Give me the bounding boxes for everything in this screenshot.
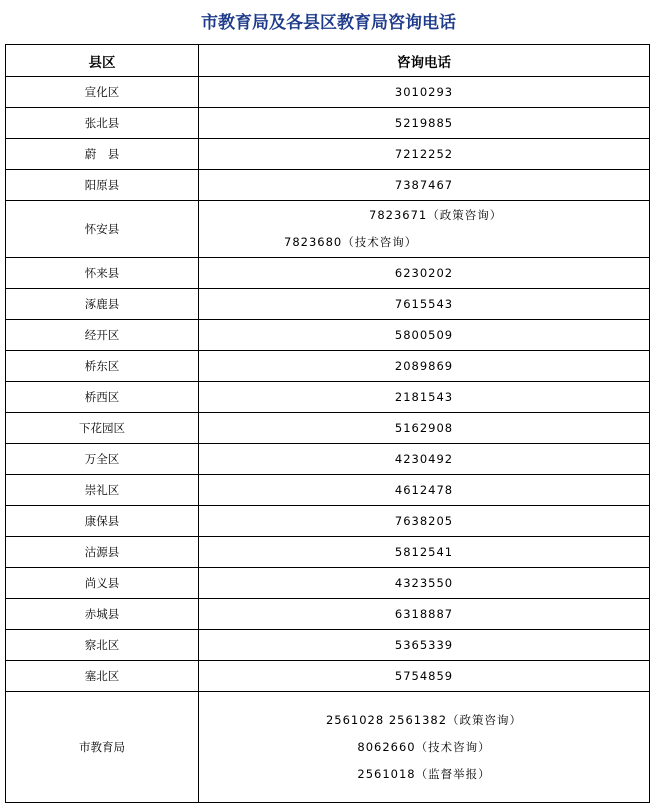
header-phone: 咨询电话 [199,45,650,77]
table-row [6,77,650,108]
county-cell: 桥东区 [6,351,199,382]
table-header-row [6,45,650,77]
county-cell: 涿鹿县 [6,289,199,320]
county-cell: 察北区 [6,630,199,661]
county-cell: 阳原县 [6,170,199,201]
table-row [6,506,650,537]
phone-cell: 5800509 [199,320,650,351]
phone-cell: 6230202 [199,258,650,289]
phone-line: 7823680（技术咨询） [284,235,418,249]
table-row [6,201,650,258]
contact-table [5,44,650,803]
phone-cell: 7387467 [199,170,650,201]
phone-cell-multi [199,692,650,803]
county-cell: 塞北区 [6,661,199,692]
county-cell: 下花园区 [6,413,199,444]
phone-cell: 3010293 [199,77,650,108]
phone-cell: 6318887 [199,599,650,630]
phone-cell: 5162908 [199,413,650,444]
county-cell: 蔚 县 [6,139,199,170]
county-cell: 桥西区 [6,382,199,413]
phone-cell-multi [199,201,650,258]
table-row [6,444,650,475]
table-row [6,661,650,692]
county-cell: 宣化区 [6,77,199,108]
table-row [6,475,650,506]
county-cell: 尚义县 [6,568,199,599]
county-cell: 经开区 [6,320,199,351]
county-cell: 崇礼区 [6,475,199,506]
phone-cell: 7615543 [199,289,650,320]
phone-cell: 2181543 [199,382,650,413]
table-row [6,139,650,170]
table-row [6,537,650,568]
phone-cell: 4230492 [199,444,650,475]
table-row [6,108,650,139]
phone-cell: 5365339 [199,630,650,661]
phone-line: 2561018（监督举报） [357,766,491,781]
phone-cell: 4612478 [199,475,650,506]
phone-line: 7823671（政策咨询） [369,208,503,222]
table-row [6,568,650,599]
table-row [6,413,650,444]
county-cell: 怀来县 [6,258,199,289]
phone-cell: 5812541 [199,537,650,568]
phone-cell: 5219885 [199,108,650,139]
phone-cell: 4323550 [199,568,650,599]
county-cell: 康保县 [6,506,199,537]
table-row [6,258,650,289]
phone-line: 8062660（技术咨询） [357,739,491,754]
county-cell: 市教育局 [6,692,199,803]
header-county: 县区 [6,45,199,77]
phone-cell: 5754859 [199,661,650,692]
table-row [6,351,650,382]
page-title: 市教育局及各县区教育局咨询电话 [201,13,456,33]
phone-cell: 2089869 [199,351,650,382]
table-row [6,320,650,351]
table-row [6,289,650,320]
county-cell: 沽源县 [6,537,199,568]
phone-cell: 7638205 [199,506,650,537]
table-row [6,382,650,413]
phone-line: 2561028 2561382（政策咨询） [325,712,523,727]
table-row [6,170,650,201]
county-cell: 张北县 [6,108,199,139]
county-cell: 怀安县 [6,201,199,258]
phone-cell: 7212252 [199,139,650,170]
table-row [6,630,650,661]
county-cell: 万全区 [6,444,199,475]
table-row [6,692,650,803]
table-row [6,599,650,630]
county-cell: 赤城县 [6,599,199,630]
